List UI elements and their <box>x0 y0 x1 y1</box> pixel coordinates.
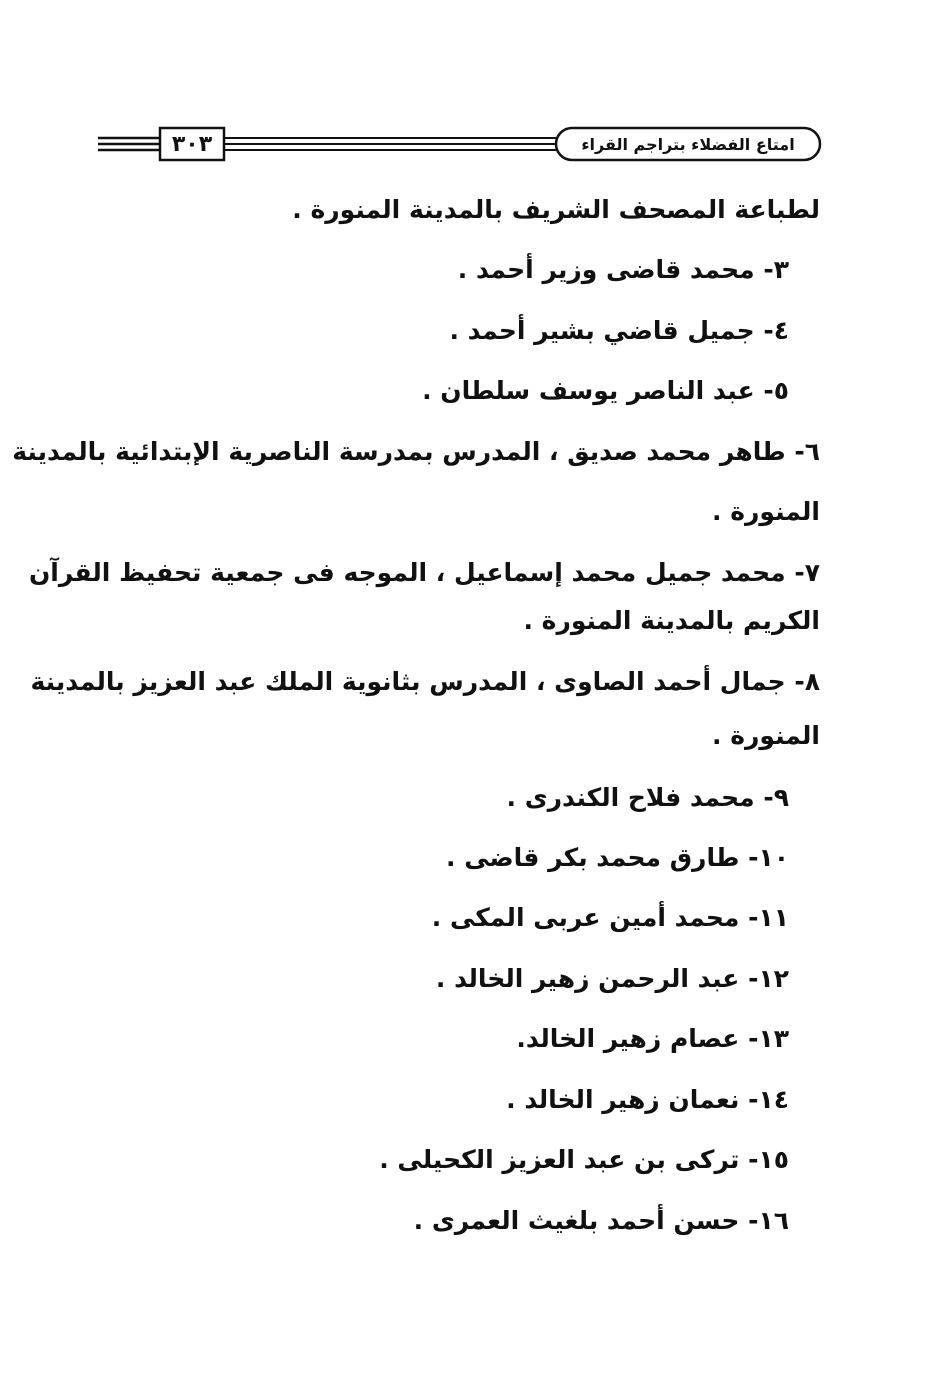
list-item: ٨- جمال أحمد الصاوى ، المدرس بثانوية الملك عبد العزيز بالمدينة <box>30 667 820 696</box>
list-item: ٥- عبد الناصر يوسف سلطان . <box>422 376 789 405</box>
list-item: ١٠- طارق محمد بكر قاضى . <box>446 843 789 872</box>
list-item: ٩- محمد فلاح الكندرى . <box>506 783 789 812</box>
text-line: الكريم بالمدينة المنورة . <box>523 606 820 635</box>
list-item: ٣- محمد قاضى وزير أحمد . <box>457 255 789 284</box>
text-line: المنورة . <box>712 721 820 750</box>
list-item: ١٥- تركى بن عبد العزيز الكحيلى . <box>379 1145 789 1174</box>
list-item: ٧- محمد جميل محمد إسماعيل ، الموجه فى جمعية تحفيظ القرآن <box>28 558 820 587</box>
list-item: ١١- محمد أمين عربى المكى . <box>431 903 789 932</box>
page-number: ٣٠٣ <box>171 131 213 157</box>
list-item: ١٢- عبد الرحمن زهير الخالد . <box>435 964 789 993</box>
text-line: المنورة . <box>712 497 820 526</box>
book-title: امتاع الفضلاء بتراجم القراء <box>581 134 795 154</box>
list-item: ٦- طاهر محمد صديق ، المدرس بمدرسة الناصرية الإبتدائية بالمدينة <box>12 437 820 466</box>
list-item: ١٤- نعمان زهير الخالد . <box>506 1085 789 1114</box>
list-item: ١٣- عصام زهير الخالد. <box>516 1024 789 1053</box>
list-item: ٤- جميل قاضي بشير أحمد . <box>449 316 789 345</box>
text-line: لطباعة المصحف الشريف بالمدينة المنورة . <box>292 195 820 224</box>
list-item: ١٦- حسن أحمد بلغيث العمرى . <box>413 1206 789 1235</box>
